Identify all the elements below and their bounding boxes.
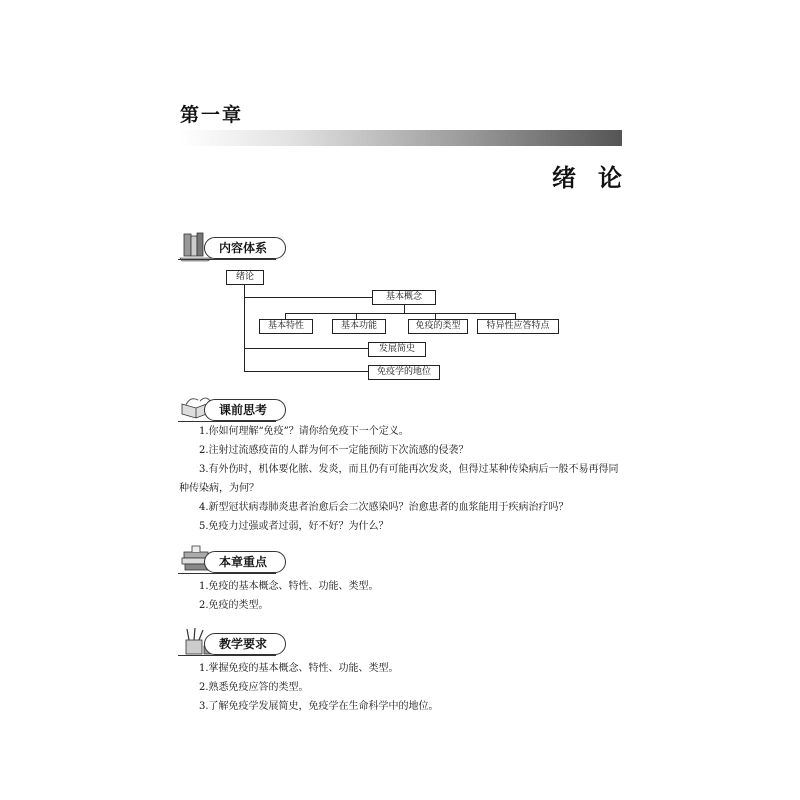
tree-node-concept: 基本概念 <box>372 290 436 305</box>
tree-connector <box>244 348 368 349</box>
section-underline <box>178 573 276 574</box>
section-underline <box>178 259 276 260</box>
tree-connector <box>404 305 405 313</box>
list-item: 5.免疫力过强或者过弱，好不好？为什么？ <box>199 521 389 532</box>
section-title: 课前思考 <box>204 399 286 421</box>
tree-node-history: 发展简史 <box>368 342 426 357</box>
chapter-label: 第一章 <box>180 104 244 126</box>
pre-class-list <box>179 422 627 536</box>
tree-node-response-features: 特异性应答特点 <box>477 319 559 334</box>
section-title: 本章重点 <box>204 551 286 573</box>
tree-node-characteristics: 基本特性 <box>259 319 313 334</box>
tree-node-immunity-types: 免疫的类型 <box>408 319 468 334</box>
tree-node-functions: 基本功能 <box>332 319 386 334</box>
tree-connector <box>285 313 515 314</box>
list-item: 1.掌握免疫的基本概念、特性、功能、类型。 <box>199 663 399 674</box>
tree-node-status: 免疫学的地位 <box>368 365 440 380</box>
tree-connector <box>244 371 368 372</box>
list-item: 3.有外伤时，机体要化脓、发炎，而且仍有可能再次发炎，但得过某种传染病后一般不易再得同种传染病，为何？ <box>179 464 619 494</box>
list-item: 2.熟悉免疫应答的类型。 <box>199 682 309 693</box>
chapter-title: 绪论 <box>552 164 644 192</box>
list-item: 4.新型冠状病毒肺炎患者治愈后会二次感染吗？治愈患者的血浆能用于疾病治疗吗？ <box>199 502 569 513</box>
list-item: 2.免疫的类型。 <box>199 600 269 611</box>
tree-node-root: 绪论 <box>226 270 264 285</box>
section-title: 教学要求 <box>204 633 286 655</box>
list-item: 2.注射过流感疫苗的人群为何不一定能预防下次流感的侵袭？ <box>199 445 469 456</box>
key-points-list <box>179 577 627 615</box>
list-item: 1.你如何理解“免疫”？请你给免疫下一个定义。 <box>199 426 409 437</box>
requirements-list <box>179 659 627 716</box>
chapter-bar <box>180 130 622 146</box>
list-item: 3.了解免疫学发展简史，免疫学在生命科学中的地位。 <box>199 701 439 712</box>
section-title: 内容体系 <box>204 237 286 259</box>
list-item: 1.免疫的基本概念、特性、功能、类型。 <box>199 581 379 592</box>
tree-connector <box>244 297 372 298</box>
section-underline <box>178 655 276 656</box>
